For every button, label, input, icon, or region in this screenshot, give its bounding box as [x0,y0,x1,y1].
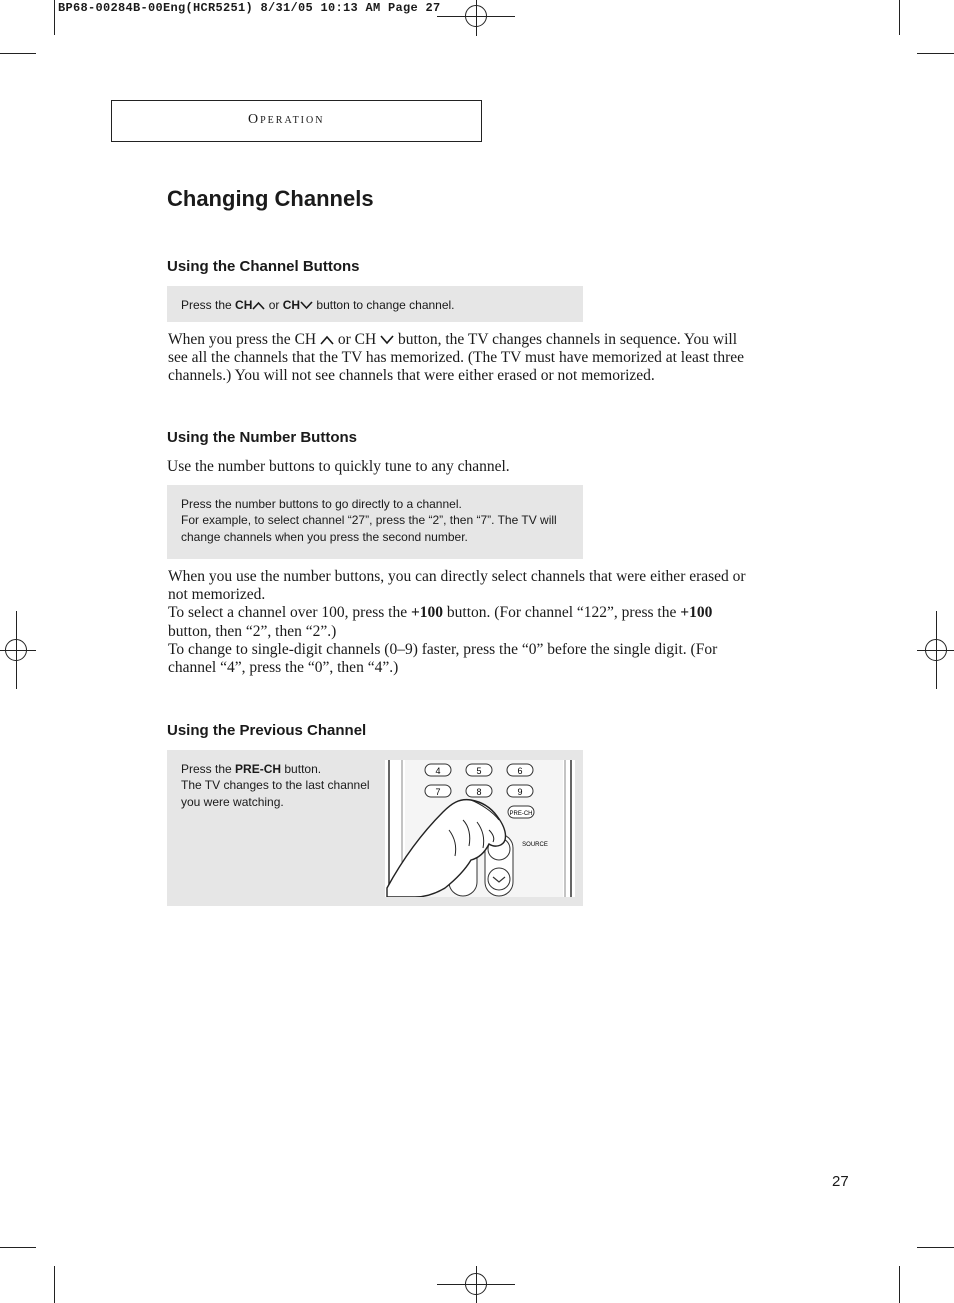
instruction-number: Press the number buttons to go directly to a channel. For example, to select channel “27”, press the “2”, then “7”. The TV will change channels when you press the second number. [181,497,557,544]
key-label: 6 [517,766,523,776]
page-number: 27 [832,1173,849,1190]
key-label: 5 [476,766,482,776]
chevron-down-icon [300,301,313,310]
section-label: Operation [248,112,325,127]
paragraph-channel-buttons: When you press the CH or CH button, the TV changes channels in sequence. You will see all the channels that the TV has memorized. (The TV must have memorized at least three channels.) You will not see channels that were either erased or not memorized. [168,331,745,385]
source-label: SOURCE [522,842,548,848]
instruction-channel: Press the CH or CH button to change channel. [181,298,455,312]
remote-illustration [385,760,575,897]
heading-number-buttons: Using the Number Buttons [167,429,357,446]
key-label: 8 [476,787,482,797]
paragraph-number-buttons: When you use the number buttons, you can directly select channels that were either erased or not memorized. To select a channel over 100, press the +100 button. (For channel “122”, press the +100 button, then “2”, then “2”.) To change to single-digit channels (0–9) faster, press the “0” before the single digit. (For channel “4”, press the “0”, then “4”.) [168,568,746,677]
key-label: 7 [435,787,441,797]
chevron-down-icon [380,335,394,345]
intro-number-buttons: Use the number buttons to quickly tune to any channel. [167,458,510,475]
key-label: 4 [435,766,441,776]
page-title: Changing Channels [167,186,374,211]
heading-previous-channel: Using the Previous Channel [167,722,367,739]
chevron-up-icon [320,335,334,345]
instruction-previous: Press the PRE-CH button. The TV changes to the last channel you were watching. [181,762,370,809]
prech-label: PRE-CH [509,811,533,817]
key-label: 9 [517,787,523,797]
chevron-up-icon [252,301,265,310]
ch-down-button [488,868,510,890]
heading-channel-buttons: Using the Channel Buttons [167,258,360,275]
print-header: BP68-00284B-00Eng(HCR5251) 8/31/05 10:13 AM Page 27 [58,1,441,15]
